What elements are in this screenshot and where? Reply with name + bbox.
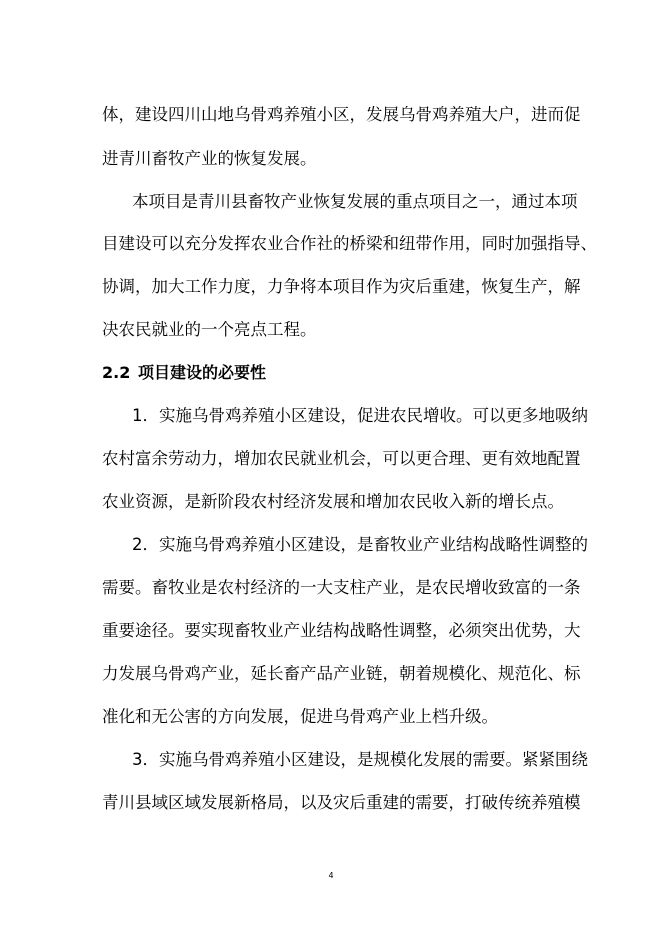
section-number: 2.2 <box>102 363 131 382</box>
paragraph-line: 农业资源，是新阶段农村经济发展和增加农民收入新的增长点。 <box>102 492 564 511</box>
paragraph-line: 本项目是青川县畜牧产业恢复发展的重点项目之一，通过本项 <box>132 192 578 211</box>
paragraph-line: 重要途径。要实现畜牧业产业结构战略性调整，必须突出优势，大 <box>102 621 581 640</box>
paragraph-line: 3．实施乌骨鸡养殖小区建设，是规模化发展的需要。紧紧围绕 <box>132 750 588 769</box>
paragraph-line: 青川县域区域发展新格局，以及灾后重建的需要，打破传统养殖模 <box>102 793 581 812</box>
paragraph-line: 目建设可以充分发挥农业合作社的桥梁和纽带作用，同时加强指导、 <box>102 234 597 253</box>
paragraph-line: 力发展乌骨鸡产业，延长畜产品产业链，朝着规模化、规范化、标 <box>102 664 581 683</box>
page-number: 4 <box>328 871 334 880</box>
paragraph-line: 决农民就业的一个亮点工程。 <box>102 320 317 339</box>
paragraph-line: 协调，加大工作力度，力争将本项目作为灾后重建，恢复生产，解 <box>102 277 581 296</box>
paragraph-line: 需要。畜牧业是农村经济的一大支柱产业，是农民增收致富的一条 <box>102 578 581 597</box>
paragraph-line: 准化和无公害的方向发展，促进乌骨鸡产业上档升级。 <box>102 707 498 726</box>
paragraph-line: 进青川畜牧产业的恢复发展。 <box>102 149 317 168</box>
section-title: 项目建设的必要性 <box>138 363 267 382</box>
paragraph-line: 体，建设四川山地乌骨鸡养殖小区，发展乌骨鸡养殖大户，进而促 <box>102 105 581 124</box>
paragraph-line: 2．实施乌骨鸡养殖小区建设，是畜牧业产业结构战略性调整的 <box>132 535 588 554</box>
paragraph-line: 1．实施乌骨鸡养殖小区建设，促进农民增收。可以更多地吸纳 <box>132 406 588 425</box>
paragraph-line: 农村富余劳动力，增加农民就业机会，可以更合理、更有效地配置 <box>102 449 581 468</box>
section-heading <box>102 358 562 388</box>
